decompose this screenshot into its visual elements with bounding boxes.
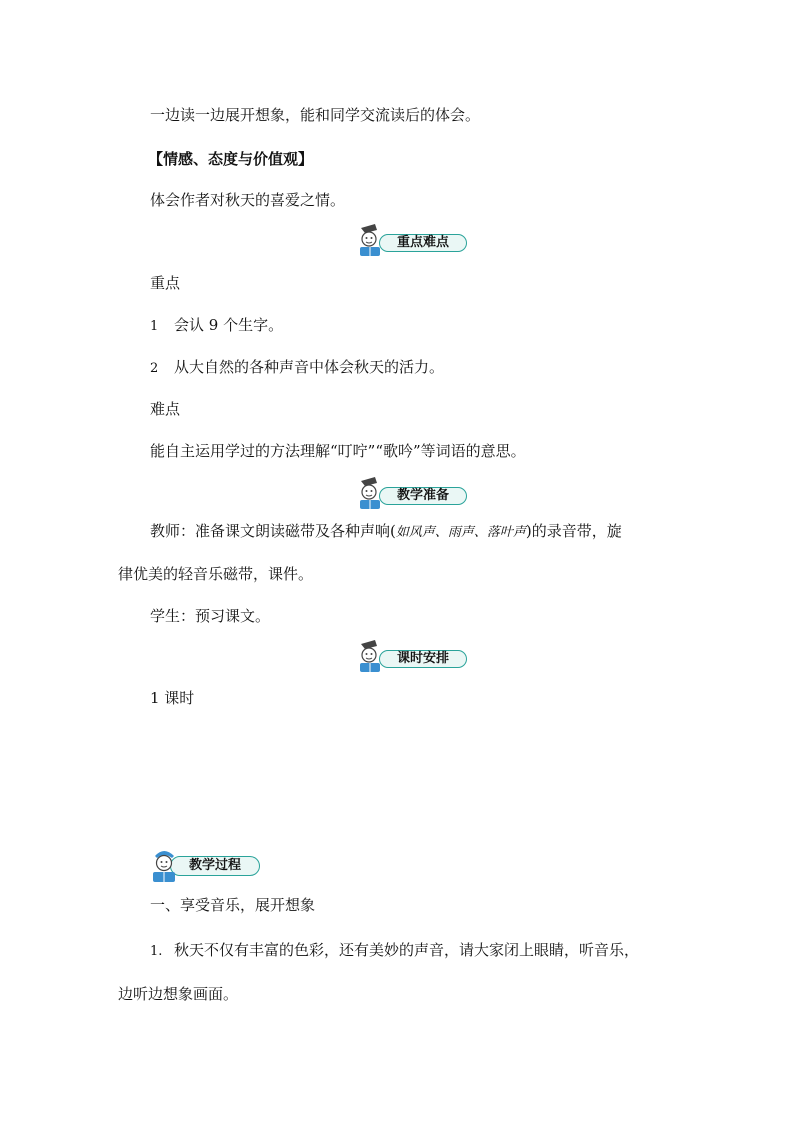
item-number: 1. <box>150 944 163 959</box>
section-title: 重点难点 <box>396 235 449 250</box>
cartoon-reader-icon <box>355 640 389 674</box>
cartoon-reader-icon <box>150 848 184 884</box>
section-title: 教学准备 <box>396 488 449 503</box>
section-badge-prep <box>355 477 467 511</box>
cartoon-reader-icon <box>355 224 389 258</box>
prep-student: 学生：预习课文。 <box>150 607 271 625</box>
objective-text: 一边读一边展开想象，能和同学交流读后的体会。 <box>150 106 481 124</box>
attitude-text: 体会作者对秋天的喜爱之情。 <box>150 191 346 209</box>
examples-text: 如风声、雨声、落叶声 <box>395 525 526 540</box>
schedule-text: 1 课时 <box>150 689 195 707</box>
process-item-1-line1 <box>150 940 639 962</box>
difficult-heading: 难点 <box>150 400 181 418</box>
section-badge-key-points <box>355 224 467 258</box>
item-text: 从大自然的各种声音中体会秋天的活力。 <box>174 358 445 376</box>
text-segment: 教师：准备课文朗读磁带及各种声响( <box>150 522 396 540</box>
cartoon-reader-icon <box>355 477 389 511</box>
section-title: 教学过程 <box>188 858 241 873</box>
process-item-1-line2: 边听边想象画面。 <box>118 985 239 1003</box>
prep-teacher-line1 <box>150 521 622 543</box>
section-badge-process <box>150 848 260 882</box>
section-title: 课时安排 <box>396 651 449 666</box>
difficult-text: 能自主运用学过的方法理解“叮咛”“歌吟”等词语的意思。 <box>150 442 526 460</box>
attitude-heading: 【情感、态度与价值观】 <box>148 150 314 168</box>
item-text: 会认 9 个生字。 <box>174 316 284 334</box>
item-number: 2 <box>150 361 159 376</box>
text-segment: )的录音带，旋 <box>525 522 622 540</box>
item-number: 1 <box>150 319 159 334</box>
key-item-2 <box>150 357 444 379</box>
section-badge-schedule <box>355 640 467 674</box>
key-heading: 重点 <box>150 274 181 292</box>
prep-teacher-line2: 律优美的轻音乐磁带，课件。 <box>118 565 314 583</box>
key-item-1 <box>150 315 283 337</box>
item-text: 秋天不仅有丰富的色彩，还有美妙的声音，请大家闭上眼睛，听音乐， <box>174 941 640 959</box>
process-step-1: 一、享受音乐，展开想象 <box>150 896 316 914</box>
